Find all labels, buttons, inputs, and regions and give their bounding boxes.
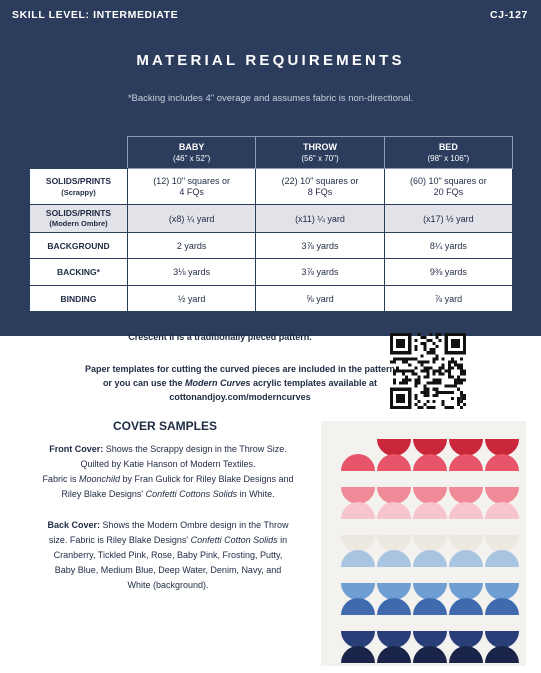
table-cell: 2 yards: [128, 233, 256, 259]
material-table: [29, 136, 513, 312]
templates-note: Paper templates for cutting the curved pieces are included in the pattern or you can use the Modern Curves acrylic templates available at cottonandjoy.com/moderncurves: [84, 364, 396, 402]
pattern-description: Crescent II is a traditionally pieced pattern.: [128, 332, 312, 342]
table-cell: (x8) ¼ yard: [128, 205, 256, 233]
table-cell: 8¼ yards: [384, 233, 512, 259]
backing-note: *Backing includes 4" overage and assumes fabric is non-directional.: [127, 93, 414, 104]
row-label: BACKGROUND: [30, 233, 128, 259]
table-cell: 3⅞ yards: [256, 259, 384, 286]
front-cover-description: Front Cover: Shows the Scrappy design in the Throw Size. Quilted by Katie Hanson of Modern Textiles. Fabric is Moonchild by Fran Gulick for Riley Blake Designs and Riley Blake Designs' Confetti Cottons Solids in White.: [42, 444, 294, 499]
table-cell: 9⅜ yards: [384, 259, 512, 286]
table-cell: ½ yard: [128, 286, 256, 312]
row-label: SOLIDS/PRINTS (Modern Ombre): [30, 205, 128, 233]
table-row: [30, 205, 513, 233]
pattern-code: CJ-127: [489, 9, 528, 21]
qr-label: bitly: [458, 394, 463, 402]
table-cell: (x11) ¼ yard: [256, 205, 384, 233]
table-cell: (60) 10" squares or 20 FQs: [384, 169, 512, 205]
table-row: [30, 233, 513, 259]
header-blank: [30, 137, 128, 169]
table-row: [30, 259, 513, 286]
skill-level: SKILL LEVEL: INTERMEDIATE: [12, 9, 179, 21]
col-baby: BABY (46" x 52"): [128, 137, 256, 169]
back-cover-description: Back Cover: Shows the Modern Ombre design in the Throw size. Fabric is Riley Blake Designs' Confetti Cotton Solids in Cranberry, Tickled Pink, Rose, Baby Pink, Frosting, Putty, Baby Blue, Medium Blue, Deep Water, Denim, Navy, and White (background).: [47, 520, 289, 590]
row-label: BACKING*: [30, 259, 128, 286]
table-row: [30, 169, 513, 205]
page-title: MATERIAL REQUIREMENTS: [136, 52, 405, 69]
qr-code-icon[interactable]: [390, 333, 466, 409]
row-label: SOLIDS/PRINTS (Scrappy): [30, 169, 128, 205]
table-cell: 3⅞ yards: [256, 233, 384, 259]
row-label: BINDING: [30, 286, 128, 312]
col-bed: BED (98" x 106"): [384, 137, 512, 169]
col-throw: THROW (56" x 70"): [256, 137, 384, 169]
table-cell: (x17) ½ yard: [384, 205, 512, 233]
templates-link[interactable]: cottonandjoy.com/moderncurves: [169, 392, 311, 402]
table-cell: 3⅛ yards: [128, 259, 256, 286]
table-cell: (22) 10" squares or 8 FQs: [256, 169, 384, 205]
table-cell: ⅝ yard: [256, 286, 384, 312]
quilt-photo: [321, 421, 526, 666]
table-cell: ⅞ yard: [384, 286, 512, 312]
table-row: [30, 286, 513, 312]
table-cell: (12) 10" squares or 4 FQs: [128, 169, 256, 205]
cover-samples-heading: COVER SAMPLES: [112, 419, 217, 433]
top-bar: [0, 0, 541, 32]
table-header-row: [30, 137, 513, 169]
